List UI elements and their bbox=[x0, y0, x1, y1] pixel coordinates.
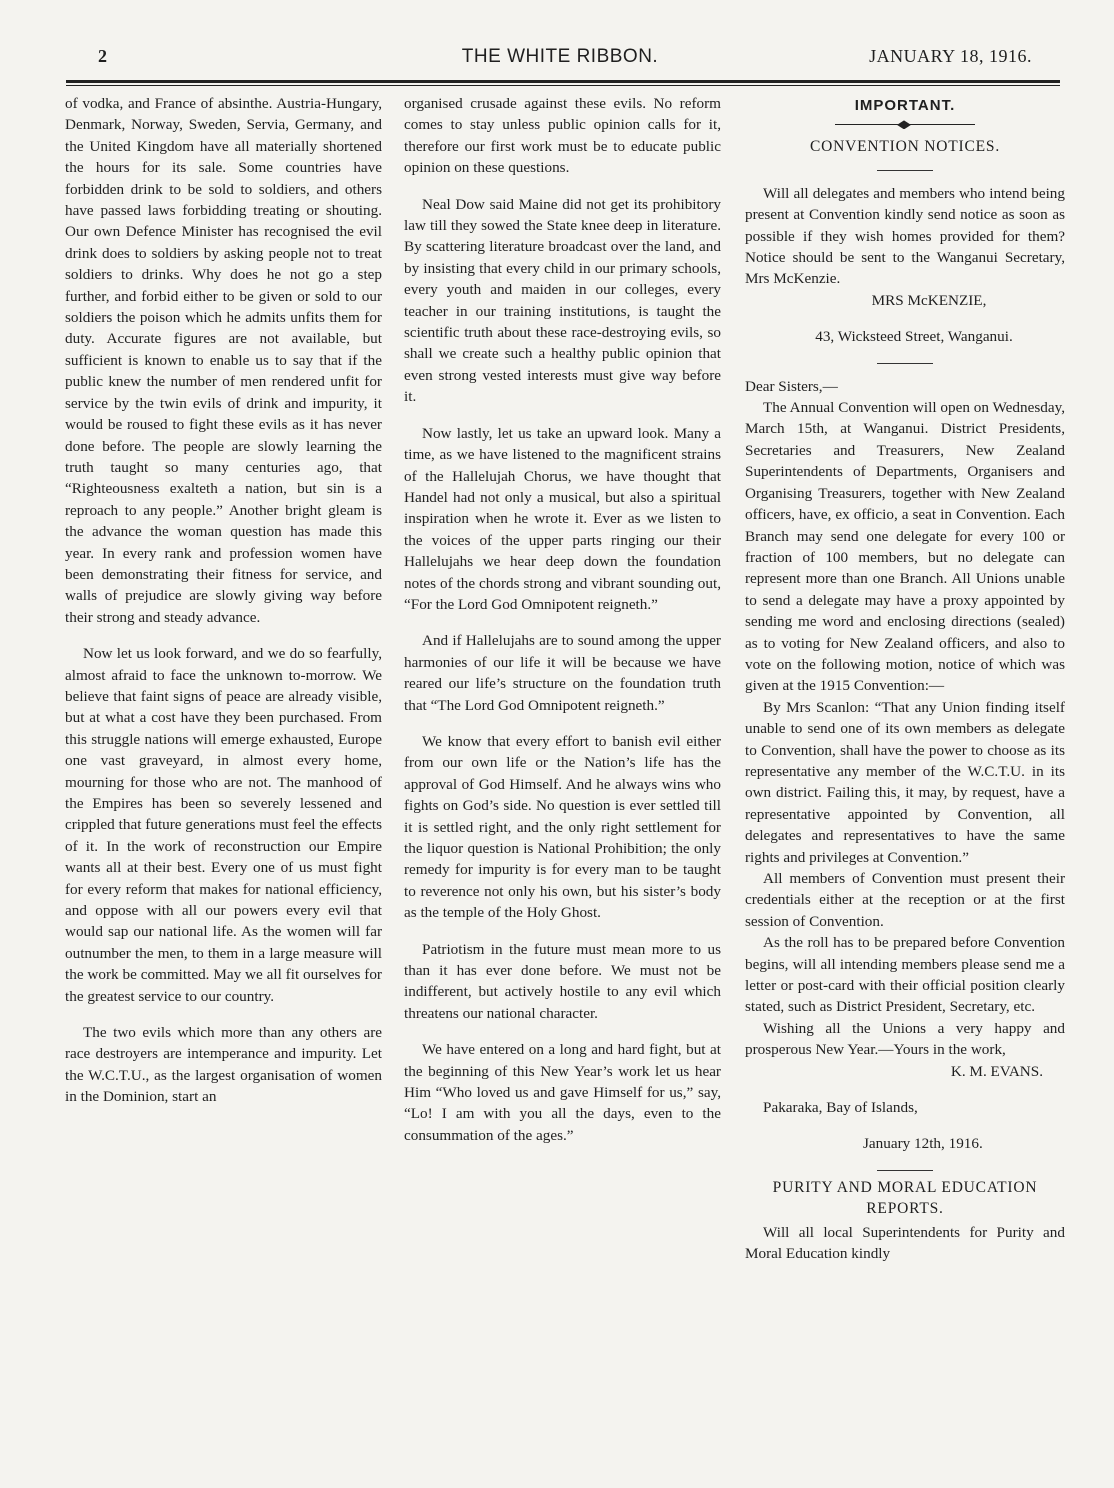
newspaper-title: THE WHITE RIBBON. bbox=[461, 46, 659, 67]
paragraph: And if Hallelujahs are to sound among the upper harmonies of our life it will be because we have reared our life’s structure on the foundation truth that “The Lord God Omnipotent reigneth.” bbox=[404, 632, 721, 714]
page-header bbox=[60, 46, 1060, 76]
salutation: Dear Sisters,— bbox=[745, 377, 838, 395]
column-2 bbox=[404, 93, 721, 1161]
paragraph: The two evils which more than any others are race destroyers are intemperance and impurity. Let the W.C.T.U., as the largest organisation of women in the Dominion, start an bbox=[65, 1024, 382, 1106]
issue-date: JANUARY 18, 1916. bbox=[869, 46, 1032, 66]
column-1 bbox=[65, 93, 382, 1123]
important-heading: IMPORTANT. bbox=[854, 97, 956, 114]
letter-paragraph: All members of Convention must present their credentials either at the reception or at the first session of Convention. bbox=[745, 870, 1065, 930]
purity-paragraph: Will all local Superintendents for Purity and Moral Education kindly bbox=[745, 1223, 1065, 1263]
letter-paragraph: The Annual Convention will open on Wednesday, March 15th, at Wanganui. District Presidents, Secretaries and Treasurers, New Zealand Superintendents of Departments, Organisers and Organising Treasurers, together with New Zealand officers, have, ex officio, a seat in Convention. Each Branch may send one delegate for every 100 or fraction of 100 members, but no delegate can represent more than one Branch. All Unions unable to send a delegate may have a proxy appointed by sending me word and enclosing directions (sealed) as to voting for New Zealand officers, and also to vote on the following motion, notice of which was given at the 1915 Convention:— bbox=[745, 399, 1065, 695]
page-number: 2 bbox=[98, 46, 107, 66]
paragraph: Neal Dow said Maine did not get its prohibitory law till they sowed the State knee deep in literature. By scattering literature broadcast over the land, and by insisting that every child in our primary schools, every youth and maiden in our colleges, every teacher in our training institutions, is taught the scientific truth about these race-destroying evils, so shall we create such a healthy public opinion that even strong vested interests must give way before it. bbox=[404, 195, 721, 406]
paragraph: Patriotism in the future must mean more to us than it has ever done before. We must not be indifferent, but actively hostile to any evil which threatens our national character. bbox=[404, 940, 721, 1022]
purity-reports-title: PURITY AND MORAL EDUCATION REPORTS. bbox=[772, 1178, 1038, 1218]
paragraph: We know that every effort to banish evil either from our own life or the Nation’s life has the approval of God Himself. And he always wins who fights on God’s side. No question is ever settled till it is settled right, and the only right settlement for the liquor question is National Prohibition; the only remedy for impurity is for every man to be taught to reverence not only his own, but his sister’s body as the temple of the Holy Ghost. bbox=[404, 732, 721, 922]
header-rule bbox=[66, 80, 1060, 86]
notice-signature: MRS McKENZIE, bbox=[871, 291, 987, 309]
diamond-divider bbox=[835, 120, 975, 130]
divider bbox=[877, 170, 933, 171]
notice-paragraph: Will all delegates and members who intend being present at Convention kindly send notice as soon as possible if they wish homes provided for them? Notice should be sent to the Wanganui Secretary, Mrs McKenzie. bbox=[745, 184, 1065, 288]
letter-paragraph: As the roll has to be prepared before Convention begins, will all intending members please send me a letter or post-card with their official position clearly stated, such as District President, Secretary, etc. bbox=[745, 934, 1065, 1016]
paragraph: Now let us look forward, and we do so fearfully, almost afraid to face the unknown to-morrow. We believe that faint signs of peace are already visible, but at what a cost have they been purchased. From this struggle nations will emerge exhausted, Europe one vast graveyard, in almost every home, mourning for those who are not. The manhood of the Empires has been so severely lessened and crippled that future generations must feel the effects of it. In the work of reconstruction our Empire wants all at their best. Every one of us must fight for every reform that makes for national efficiency, and oppose with all our powers every evil that would sap our national life. As the women will far outnumber the men, to them in a large measure will the work be committed. May we all fit ourselves for the greatest service to our country. bbox=[65, 645, 382, 1005]
convention-notices-title: CONVENTION NOTICES. bbox=[810, 138, 1000, 156]
letter-place: Pakaraka, Bay of Islands, bbox=[763, 1099, 918, 1117]
paragraph: We have entered on a long and hard fight, but at the beginning of this New Year’s work let us hear Him “Who loved us and gave Himself for us,” say, “Lo! I am with you all the days, even to the consummation of the ages.” bbox=[404, 1041, 721, 1144]
notice-address: 43, Wicksteed Street, Wanganui. bbox=[815, 328, 1013, 346]
paragraph: Now lastly, let us take an upward look. Many a time, as we have listened to the magnificent strains of the Hallelujah Chorus, we have thought that Handel had not only a musical, but also a spiritual inspiration when he wrote it. Ever as we listen to the voices of the upper parts ringing our their Hallelujahs we hear deep down the foundation notes of the chords strong and vibrant sounding out, “For the Lord God Omnipotent reigneth.” bbox=[404, 424, 721, 613]
letter-paragraph: By Mrs Scanlon: “That any Union finding itself unable to send one of its own members as delegate to Convention, shall have the power to choose as its representative any member of the W.C.T.U. in its own district. Failing this, it may, by request, have a representative appointed by Convention, all delegates and representatives to have the same rights and privileges at Convention.” bbox=[745, 698, 1065, 866]
letter-date: January 12th, 1916. bbox=[863, 1135, 983, 1153]
column-3 bbox=[745, 93, 1065, 1265]
divider bbox=[877, 363, 933, 364]
divider bbox=[877, 1170, 933, 1171]
letter-signature: K. M. EVANS. bbox=[950, 1062, 1043, 1080]
letter-paragraph: Wishing all the Unions a very happy and prosperous New Year.—Yours in the work, bbox=[745, 1019, 1065, 1059]
paragraph: organised crusade against these evils. No reform comes to stay unless public opinion calls for it, therefore our first work must be to educate public opinion on these questions. bbox=[404, 95, 721, 177]
paragraph: of vodka, and France of absinthe. Austria-Hungary, Denmark, Norway, Sweden, Servia, Germany, and the United Kingdom have all materially shortened the hours for its sale. Some countries have forbidden drink to be sold to soldiers, and others have passed laws forbidding treating or shouting. Our own Defence Minister has recognised the evil drink does to soldiers by asking people not to treat soldiers to drinks. Why does he not go a step further, and forbid either to be given or sold to our soldiers the poison which he admits unfits them for duty. Accurate figures are not available, but sufficient is known to enable us to say that if the public knew the number of men rendered unfit for service by the twin evils of drink and impurity, it would be roused to fight these evils as it has never done before. The people are slowly learning the truth taught so many centuries ago, that “Righteousness exalteth a nation, but sin is a reproach to any people.” Another bright gleam is the advance the woman question has made this year. In every rank and profession women have been demonstrating their fitness for service, and walls of prejudice are slowly giving way before their strong and steady advance. bbox=[65, 95, 382, 626]
